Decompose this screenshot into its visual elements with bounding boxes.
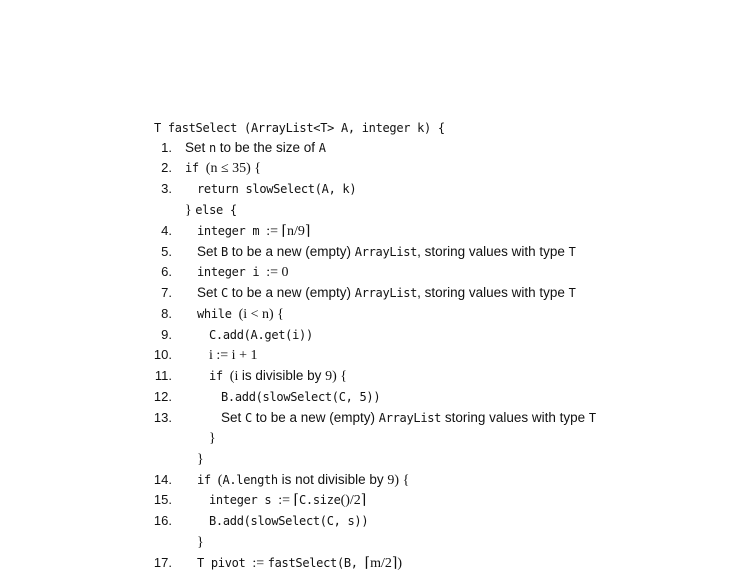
line-number: 5. <box>161 244 172 259</box>
line-text <box>209 428 216 449</box>
line-number: 9. <box>161 327 172 342</box>
line-segment: A <box>318 141 326 155</box>
line-text <box>197 304 284 325</box>
line-segment: , storing values with type <box>417 244 569 259</box>
line-text <box>197 470 409 491</box>
line-number: 8. <box>161 306 172 321</box>
line-segment: while <box>197 307 239 321</box>
line-segment: C.size <box>299 493 341 507</box>
line-text <box>197 179 356 199</box>
line-segment: := <box>252 556 268 571</box>
line-segment: C.add(A.get(i)) <box>209 328 313 342</box>
line-number: 6. <box>161 264 172 279</box>
line-segment: := ⌈ <box>278 493 299 508</box>
line-number: 2. <box>161 160 172 175</box>
line-text <box>209 511 368 531</box>
line-segment: return slowSelect(A, k) <box>197 182 357 196</box>
line-text <box>197 262 289 283</box>
line-segment: B <box>221 245 228 259</box>
line-segment: T <box>588 411 596 425</box>
line-segment: else { <box>195 203 237 217</box>
line-segment: ( <box>217 473 223 488</box>
line-number: 16. <box>153 513 172 528</box>
line-segment: Set <box>185 140 210 155</box>
line-text <box>209 345 257 366</box>
line-number: 4. <box>161 223 172 238</box>
line-segment: C <box>245 411 252 425</box>
line-segment: 9) { <box>387 473 410 488</box>
line-text <box>221 387 380 407</box>
line-segment: is divisible by <box>241 368 326 383</box>
line-text <box>197 449 204 470</box>
line-number: 14. <box>153 472 172 487</box>
line-segment: storing values with type <box>441 410 589 425</box>
line-segment: B.add(slowSelect(C, s)) <box>209 514 369 528</box>
line-segment: T fastSelect (ArrayList<T> A, integer k) { <box>154 121 445 135</box>
line-text <box>197 532 204 553</box>
line-number: 15. <box>153 492 172 507</box>
line-segment: is not divisible by <box>277 472 388 487</box>
line-segment: to be a new (empty) <box>251 410 379 425</box>
line-segment: (n ≤ 35) { <box>205 161 262 176</box>
line-segment: := 0 <box>266 265 289 280</box>
line-segment: A.length <box>222 473 278 487</box>
line-segment: integer i <box>197 265 267 279</box>
line-segment: Set <box>221 410 246 425</box>
line-segment: integer s <box>209 493 279 507</box>
line-number: 17. <box>153 555 172 570</box>
line-segment: := ⌈n/9⌉ <box>266 224 311 239</box>
line-number: 3. <box>161 181 172 196</box>
line-number: 10. <box>153 347 172 362</box>
line-text <box>197 283 576 303</box>
line-text <box>185 158 261 179</box>
line-segment: if <box>197 473 218 487</box>
line-segment: (i <box>229 369 242 384</box>
line-segment: if <box>185 161 206 175</box>
line-segment: integer m <box>197 224 267 238</box>
line-segment: Set <box>197 285 222 300</box>
line-text <box>197 221 310 242</box>
line-segment: } <box>197 535 204 550</box>
line-segment: to be a new (empty) <box>227 285 355 300</box>
line-segment: B.add(slowSelect(C, 5)) <box>221 390 381 404</box>
line-number: 11. <box>154 368 172 383</box>
line-segment: ⌈m/2⌉) <box>364 556 403 571</box>
line-segment: to be the size of <box>215 140 319 155</box>
line-text <box>197 553 402 574</box>
line-text <box>221 408 596 428</box>
line-segment: ArrayList <box>354 286 418 300</box>
line-segment: fastSelect(B, <box>267 556 365 570</box>
line-segment: C <box>221 286 228 300</box>
line-segment: n <box>209 141 216 155</box>
line-number: 7. <box>161 285 172 300</box>
line-text <box>209 325 313 345</box>
line-segment: } <box>209 431 216 446</box>
line-segment: ArrayList <box>378 411 442 425</box>
line-segment: if <box>209 369 230 383</box>
line-text <box>154 118 445 138</box>
line-segment: (i < n) { <box>238 307 284 322</box>
line-segment: , storing values with type <box>417 285 569 300</box>
line-segment: ()/2⌉ <box>340 493 367 508</box>
line-segment: } <box>185 203 196 218</box>
line-text <box>209 490 366 511</box>
line-segment: ArrayList <box>354 245 418 259</box>
line-text <box>185 138 326 158</box>
line-segment: Set <box>197 244 222 259</box>
line-segment: 9) { <box>325 369 348 384</box>
line-segment: T <box>568 286 576 300</box>
line-segment: i := i + 1 <box>209 348 258 363</box>
line-number: 1. <box>161 140 172 155</box>
line-number: 12. <box>153 389 172 404</box>
line-segment: to be a new (empty) <box>227 244 355 259</box>
line-segment: T pivot <box>197 556 253 570</box>
line-text <box>185 200 237 221</box>
line-segment: } <box>197 452 204 467</box>
line-text <box>209 366 347 387</box>
line-text <box>197 242 576 262</box>
line-number: 13. <box>153 410 172 425</box>
line-segment: T <box>568 245 576 259</box>
